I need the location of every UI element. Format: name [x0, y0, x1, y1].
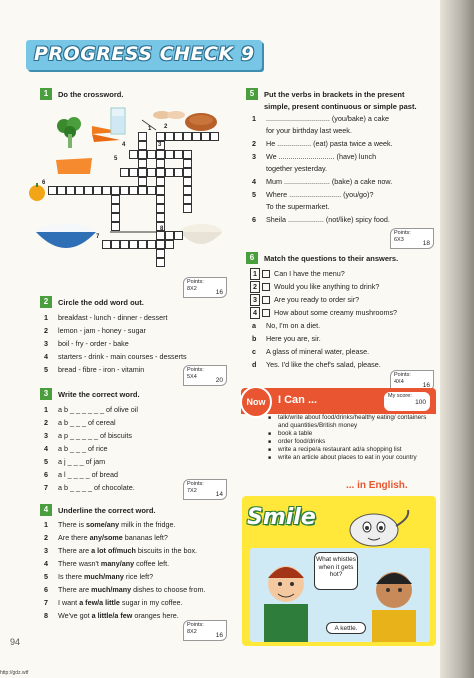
list-item: 2 lemon - jam - honey - sugar: [44, 326, 146, 335]
list-item: ■ talk/write about food/drinks/healthy eating/ containers and quantities/British money: [268, 414, 436, 430]
section-3-heading: Write the correct word.: [58, 390, 140, 399]
list-item: 7 a b _ _ _ _ of chocolate.: [44, 483, 135, 492]
list-item: a No, I'm on a diet.: [252, 321, 321, 330]
list-item: 4 There wasn't many/any coffee left.: [44, 559, 170, 568]
page-title: PROGRESS CHECK 9: [34, 43, 255, 65]
section-5-heading-line1: Put the verbs in brackets in the present: [264, 90, 405, 99]
points-total: 16: [215, 288, 223, 296]
points-calc: 8X2: [187, 628, 197, 635]
list-item: 3 boil - fry - order - bake: [44, 339, 129, 348]
my-score-label: My score:: [388, 393, 412, 399]
list-item: 6 There are much/many dishes to choose from.: [44, 585, 206, 594]
cheese-wedge-icon: [54, 156, 94, 176]
list-item-continued: together yesterday.: [266, 164, 327, 173]
list-item: 5 Where .......................... (you/go)?: [252, 190, 374, 199]
list-item-continued: To the supermarket.: [266, 202, 330, 211]
list-item: 3 There are a lot of/much biscuits in the box.: [44, 546, 198, 555]
page-gutter: [440, 0, 474, 678]
points-label: Points:: [187, 622, 204, 628]
section-6-heading: Match the questions to their answers.: [264, 254, 399, 263]
points-total: 14: [215, 490, 223, 498]
clue-number: 5: [114, 156, 118, 162]
points-box: [183, 365, 227, 386]
crossword: [28, 104, 228, 279]
points-total: 16: [215, 631, 223, 639]
list-item: 6 a l _ _ _ _ of bread: [44, 470, 118, 479]
points-label: Points:: [394, 372, 411, 378]
clue-number: 4: [122, 142, 126, 148]
list-item: 5 Is there much/many rice left?: [44, 572, 154, 581]
list-item: 4 How about some creamy mushrooms?: [250, 307, 397, 319]
list-item: 1 ................................ (you/bake) a cake: [252, 114, 390, 123]
question-speech-bubble: What whistles when it gets hot?: [314, 552, 358, 590]
bowl-of-salt-icon: [34, 222, 98, 256]
now-i-can-title: I Can ...: [278, 394, 318, 406]
clue-number: 7: [96, 234, 100, 240]
section-3-number: 3: [40, 388, 52, 400]
my-score-total: 100: [415, 399, 426, 406]
points-box: [183, 620, 227, 641]
list-item: 1 breakfast - lunch - dinner - dessert: [44, 313, 168, 322]
glass-of-water-icon: [108, 106, 130, 138]
list-item: ■ book a table: [268, 430, 436, 438]
list-item: 6 Sheila .................. (not/like) spicy food.: [252, 215, 390, 224]
list-item-continued: for your birthday last week.: [266, 126, 352, 135]
list-item: 5 bread - fibre - iron - vitamin: [44, 365, 145, 374]
list-item: 2 He ................. (eat) pasta twice a week.: [252, 139, 393, 148]
smile-title: Smile: [247, 505, 316, 530]
points-total: 18: [422, 239, 430, 247]
list-item: 2 a b _ _ _ of cereal: [44, 418, 116, 427]
clue-number: 8: [160, 226, 164, 232]
now-badge: Now: [240, 386, 272, 418]
clue-number: 3: [158, 142, 162, 148]
points-box: [390, 228, 434, 249]
points-total: 20: [215, 376, 223, 384]
my-score-box: [384, 392, 430, 411]
list-item: ■ order food/drinks: [268, 438, 436, 446]
list-item: c A glass of mineral water, please.: [252, 347, 370, 356]
list-item: 8 We've got a little/a few oranges here.: [44, 611, 179, 620]
points-calc: 6X3: [394, 236, 404, 243]
section-2-heading: Circle the odd word out.: [58, 298, 144, 307]
points-label: Points:: [394, 230, 411, 236]
in-english-label: ... in English.: [346, 480, 408, 491]
list-item: 1 Can I have the menu?: [250, 268, 345, 280]
points-label: Points:: [187, 481, 204, 487]
points-calc: 7X2: [187, 487, 197, 494]
points-label: Points:: [187, 367, 204, 373]
points-box: [183, 479, 227, 500]
points-total: 16: [422, 381, 430, 389]
list-item: b Here you are, sir.: [252, 334, 321, 343]
list-item: 4 starters - drink - main courses - desserts: [44, 352, 187, 361]
answer-speech-bubble: A kettle.: [326, 622, 366, 634]
section-5-heading-line2: simple, present continuous or simple past.: [264, 102, 417, 111]
list-item: 4 a b _ _ _ of rice: [44, 444, 108, 453]
list-item: 4 Mum ....................... (bake) a cake now.: [252, 177, 393, 186]
section-1-number: 1: [40, 88, 52, 100]
points-box: [183, 277, 227, 298]
clue-number: 2: [164, 124, 168, 130]
points-calc: 4X4: [394, 378, 404, 385]
page-number: 94: [10, 637, 21, 647]
list-item: 5 a j _ _ _ of jam: [44, 457, 106, 466]
list-item: 7 I want a few/a little sugar in my coffee.: [44, 598, 183, 607]
bread-loaf-icon: [184, 112, 218, 132]
list-item: ■ write an article about places to eat in your country: [268, 454, 436, 462]
list-item: ■ write a recipe/a restaurant ad/a shopping list: [268, 446, 436, 454]
points-calc: 5X4: [187, 373, 197, 380]
source-url: http://gdz.wtf: [0, 670, 29, 676]
list-item: 3 Are you ready to order sir?: [250, 294, 359, 306]
section-1-heading: Do the crossword.: [58, 90, 124, 99]
section-4-number: 4: [40, 504, 52, 516]
list-item: 3 We ............................ (have) lunch: [252, 152, 377, 161]
list-item: 3 a p _ _ _ _ _ of biscuits: [44, 431, 132, 440]
bowl-of-rice-icon: [178, 222, 224, 252]
list-item: 2 Are there any/some bananas left?: [44, 533, 168, 542]
section-5-number: 5: [246, 88, 258, 100]
list-item: 1 There is some/any milk in the fridge.: [44, 520, 176, 529]
list-item: 2 Would you like anything to drink?: [250, 281, 379, 293]
kettle-icon: [334, 500, 414, 550]
list-item: 1 a b _ _ _ _ _ _ of olive oil: [44, 405, 138, 414]
clue-number: 6: [42, 180, 46, 186]
section-2-number: 2: [40, 296, 52, 308]
section-6-number: 6: [246, 252, 258, 264]
section-4-heading: Underline the correct word.: [58, 506, 156, 515]
list-item: d Yes. I'd like the chef's salad, please.: [252, 360, 381, 369]
clue-number: 1: [148, 126, 152, 132]
points-calc: 8X2: [187, 285, 197, 292]
points-label: Points:: [187, 279, 204, 285]
i-can-list: [268, 414, 436, 462]
